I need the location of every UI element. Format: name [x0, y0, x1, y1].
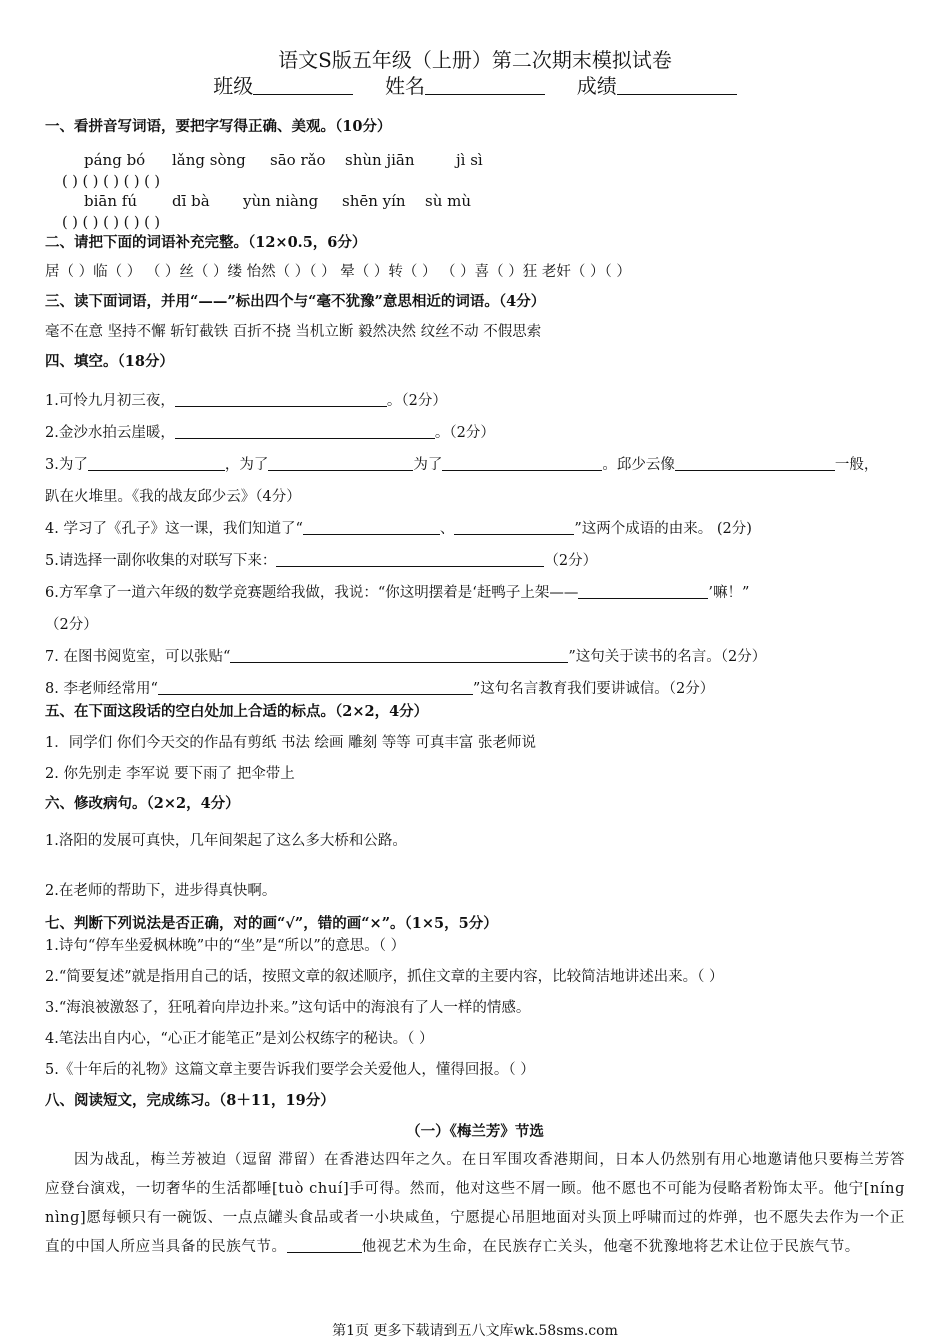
fill-question-8: 8. 李老师经常用“ ”这句名言教育我们要讲诚信。（2分） — [45, 681, 715, 697]
class-blank[interactable] — [253, 79, 353, 95]
pinyin-item: sāo rǎo — [270, 151, 326, 169]
score-label: 成绩 — [576, 74, 617, 98]
answer-blank[interactable] — [303, 519, 440, 535]
answer-blank[interactable] — [175, 391, 387, 407]
pinyin-item: páng bó — [84, 151, 146, 169]
section-6-heading: 六、修改病句。（2×2，4分） — [45, 795, 240, 812]
answer-blank[interactable] — [454, 519, 574, 535]
class-label: 班级 — [213, 74, 254, 98]
pinyin-item: sù mù — [425, 192, 472, 210]
section-1-heading: 一、看拼音写词语，要把字写得正确、美观。（10分） — [45, 118, 392, 135]
judge-item-4: 4.笔法出自内心，“心正才能笔正”是刘公权练字的秘诀。（ ） — [45, 1031, 434, 1047]
section-8-heading: 八、阅读短文，完成练习。（8＋11，19分） — [45, 1092, 335, 1109]
fill-question-6-cont: （2分） — [45, 617, 98, 633]
name-label: 姓名 — [385, 74, 425, 98]
answer-blank[interactable] — [287, 1237, 362, 1253]
section-7-heading: 七、判断下列说法是否正确，对的画“√”，错的画“×”。（1×5，5分） — [45, 915, 498, 932]
judge-item-5: 5.《十年后的礼物》这篇文章主要告诉我们要学会关爱他人，懂得回报。（ ） — [45, 1062, 535, 1078]
punctuation-line-2: 2. 你先别走 李军说 要下雨了 把伞带上 — [45, 766, 295, 782]
pinyin-item: biān fú — [84, 192, 137, 210]
answer-blank[interactable] — [88, 455, 225, 471]
answer-parentheses[interactable]: ( ) ( ) ( ) ( ) ( ) — [62, 215, 161, 231]
score-blank[interactable] — [617, 79, 737, 95]
section-2-heading: 二、请把下面的词语补充完整。（12×0.5，6分） — [45, 234, 367, 251]
judge-item-2: 2.“简要复述”就是指用自己的话，按照文章的叙述顺序，抓住文章的主要内容，比较简洁地讲述出来。（ ） — [45, 969, 724, 985]
answer-blank[interactable] — [442, 455, 602, 471]
answer-parentheses[interactable]: ( ) ( ) ( ) ( ) ( ) — [62, 174, 161, 190]
sentence-1: 1.洛阳的发展可真快，几年间架起了这么多大桥和公路。 — [45, 833, 407, 849]
pinyin-item: yùn niàng — [243, 192, 319, 210]
answer-blank[interactable] — [675, 455, 835, 471]
punctuation-line-1: 1．同学们 你们今天交的作品有剪纸 书法 绘画 雕刻 等等 可真丰富 张老师说 — [45, 735, 536, 751]
answer-blank[interactable] — [230, 647, 568, 663]
student-info-line — [0, 73, 950, 99]
pinyin-item: jì sì — [456, 151, 483, 169]
sentence-2: 2.在老师的帮助下，进步得真快啊。 — [45, 883, 277, 899]
reading-passage: 因为战乱，梅兰芳被迫（逗留 滞留）在香港达四年之久。在日军围攻香港期间，日本人仍然别有用心地邀请他只要梅兰芳答应登台演戏，一切奢华的生活都唾[tuò chuí]手可得。然而，他对这些不屑一顾。他不愿也不可能为侵略者粉饰太平。他宁[nínɡ nìnɡ]愿每顿只有一碗饭、一点点罐头食品或者一小块咸鱼，宁愿提心吊胆地面对头顶上呼啸而过的炸弹，也不愿失去作为一个正直的中国人所应当具备的民族气节。 他视艺术为生命，在民族存亡关头，他毫不犹豫地将艺术让位于民族气节。 — [45, 1152, 905, 1255]
answer-blank[interactable] — [276, 551, 544, 567]
fill-question-5: 5.请选择一副你收集的对联写下来： （2分） — [45, 553, 598, 569]
idiom-completion-items: 居（ ）临（ ） （ ）丝（ ）缕 怡然（ ）（ ） 晕（ ）转（ ） （ ）喜（ ）狂 老奸（ ）（ ） — [45, 264, 631, 280]
fill-question-1: 1.可怜九月初三夜， 。（2分） — [45, 393, 447, 409]
answer-blank[interactable] — [158, 679, 473, 695]
name-blank[interactable] — [425, 79, 545, 95]
fill-question-4: 4. 学习了《孔子》这一课，我们知道了“ 、 ”这两个成语的由来。 (2分) — [45, 521, 752, 537]
word-list: 毫不在意 坚持不懈 斩钉截铁 百折不挠 当机立断 毅然决然 纹丝不动 不假思索 — [45, 324, 542, 340]
fill-question-3: 3.为了 ，为了 为了 。邱少云像 一般， — [45, 457, 879, 473]
fill-question-7: 7. 在图书阅览室，可以张贴“ ”这句关于读书的名言。（2分） — [45, 649, 767, 665]
page-footer: 第1页 更多下载请到五八文库wk.58sms.com — [332, 1323, 618, 1339]
section-4-heading: 四、填空。（18分） — [45, 353, 174, 370]
fill-question-6: 6.方军拿了一道六年级的数学竞赛题给我做，我说：“你这明摆着是‘赶鸭子上架—— ’嘛！” — [45, 585, 750, 601]
answer-blank[interactable] — [268, 455, 413, 471]
fill-question-2: 2.金沙水拍云崖暖， 。（2分） — [45, 425, 495, 441]
pinyin-item: dī bà — [172, 192, 210, 210]
fill-question-3-cont: 趴在火堆里。《我的战友邱少云》（4分） — [45, 489, 301, 505]
reading-subtitle: （一）《梅兰芳》节选 — [406, 1123, 544, 1140]
pinyin-item: shēn yín — [342, 192, 406, 210]
answer-blank[interactable] — [175, 423, 435, 439]
judge-item-3: 3.“海浪被激怒了，狂吼着向岸边扑来。”这句话中的海浪有了人一样的情感。 — [45, 1000, 531, 1016]
section-5-heading: 五、在下面这段话的空白处加上合适的标点。（2×2，4分） — [45, 703, 429, 720]
answer-blank[interactable] — [578, 583, 708, 599]
pinyin-item: shùn jiān — [345, 151, 415, 169]
section-3-heading: 三、读下面词语，并用“——”标出四个与“毫不犹豫”意思相近的词语。（4分） — [45, 293, 546, 310]
pinyin-item: lǎng sòng — [172, 151, 246, 169]
judge-item-1: 1.诗句“停车坐爱枫林晚”中的“坐”是“所以”的意思。（ ） — [45, 938, 406, 954]
page-title: 语文S版五年级（上册）第二次期末模拟试卷 — [278, 48, 672, 72]
